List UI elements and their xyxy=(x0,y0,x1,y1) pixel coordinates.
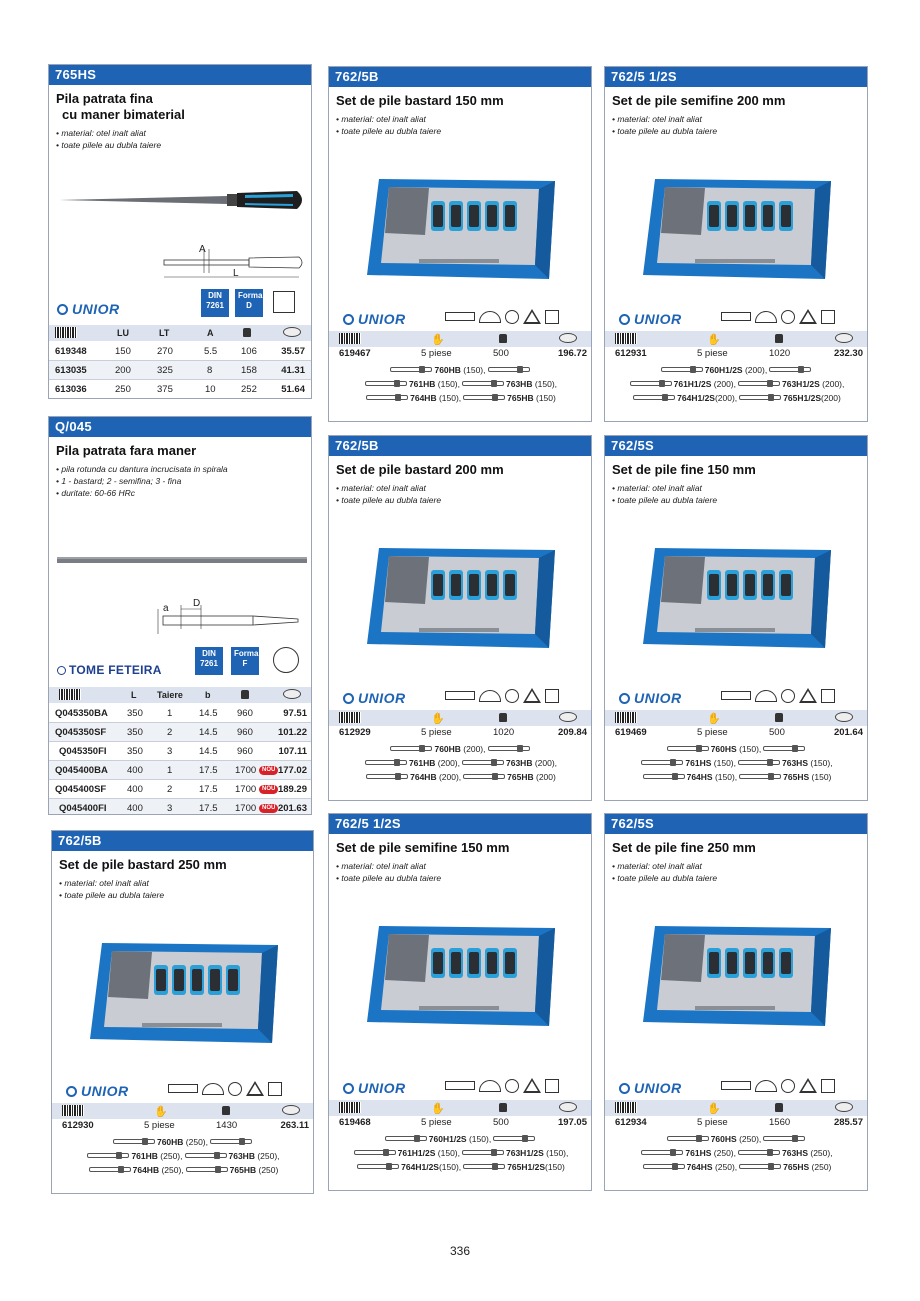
col-a: A xyxy=(207,328,214,338)
file-icon xyxy=(113,1139,155,1144)
article-row xyxy=(605,345,867,362)
din-badge: DIN 7261 xyxy=(195,647,223,675)
barcode-icon xyxy=(59,689,81,700)
file-icon xyxy=(641,760,683,765)
hand-icon: ✋ xyxy=(154,1105,168,1118)
profile-shapes xyxy=(721,1078,835,1093)
product-code: 762/5 1/2S xyxy=(605,67,867,87)
article-row xyxy=(329,724,591,741)
unior-logo: UNIOR xyxy=(57,301,120,317)
square-profile-icon xyxy=(273,291,295,313)
table-row: 613035 200 325 8 158 41.31 xyxy=(49,361,311,380)
pieces: 5 piese xyxy=(421,727,452,738)
composition-line: 761HS (250), 763HS (250), xyxy=(605,1146,867,1160)
product-title: Set de pile semifine 150 mm xyxy=(336,840,510,855)
product-title: Set de pile bastard 250 mm xyxy=(59,857,227,872)
file-set-box-image xyxy=(359,922,559,1032)
price: 197.05 xyxy=(557,1117,587,1128)
barcode-icon xyxy=(615,333,637,344)
file-icon xyxy=(643,1164,685,1169)
triangle-profile-icon xyxy=(799,688,817,703)
pieces: 5 piese xyxy=(697,727,728,738)
profile-shapes xyxy=(445,688,559,703)
table-row: 619348 150 270 5.5 106 35.57 xyxy=(49,342,311,361)
file-set-box-image xyxy=(635,544,835,654)
barcode-icon xyxy=(339,333,361,344)
half-round-profile-icon xyxy=(479,690,501,702)
set-card xyxy=(328,66,592,422)
weight-icon xyxy=(775,713,783,722)
unior-mark-icon xyxy=(619,1083,630,1094)
weight-icon xyxy=(243,328,251,337)
unior-logo: UNIOR xyxy=(619,690,682,706)
product-features: • material: otel inalt aliat • toate pilele au dubla taiere xyxy=(612,114,718,136)
col-taiere: Taiere xyxy=(157,690,183,700)
barcode-icon xyxy=(62,1105,84,1116)
product-code: 762/5S xyxy=(605,814,867,834)
set-image xyxy=(82,939,282,1054)
product-title: Pila patrata fara maner xyxy=(56,443,197,458)
product-title: Pila patrata fina cu maner bimaterial xyxy=(56,91,185,122)
composition-line: 760HB (200), xyxy=(329,742,591,756)
set-card xyxy=(51,830,314,1194)
file-icon xyxy=(633,395,675,400)
table-row: Q045350FI 350 3 14.5 960 107.11 xyxy=(49,742,311,761)
file-icon xyxy=(87,1153,129,1158)
file-icon xyxy=(739,774,781,779)
package-icon xyxy=(835,712,853,722)
barcode-icon xyxy=(615,1102,637,1113)
product-features: • material: otel inalt aliat • toate pilele au dubla taiere xyxy=(612,861,718,883)
file-icon xyxy=(763,1136,805,1141)
article-code: 619469 xyxy=(615,727,647,738)
set-composition xyxy=(605,363,867,405)
set-composition xyxy=(329,1132,591,1174)
product-card-q045 xyxy=(48,416,312,815)
file-icon xyxy=(186,1167,228,1172)
weight: 500 xyxy=(769,727,785,738)
table-row: Q045350BA 350 1 14.5 960 97.51 xyxy=(49,704,311,723)
file-icon xyxy=(641,1150,683,1155)
product-title: Set de pile semifine 200 mm xyxy=(612,93,786,108)
dimension-a-label: A xyxy=(199,244,206,255)
hand-icon: ✋ xyxy=(707,333,721,346)
composition-line: 761H1/2S (200), 763H1/2S (200), xyxy=(605,377,867,391)
round-profile-icon xyxy=(505,1079,519,1093)
file-icon xyxy=(365,760,407,765)
file-icon xyxy=(463,774,505,779)
square-profile-icon xyxy=(821,1079,835,1093)
file-icon xyxy=(390,746,432,751)
half-round-profile-icon xyxy=(755,1080,777,1092)
article-row xyxy=(52,1117,313,1134)
hand-icon: ✋ xyxy=(431,1102,445,1115)
file-set-box-image xyxy=(359,175,559,285)
round-profile-icon xyxy=(781,1079,795,1093)
profile-shapes xyxy=(721,688,835,703)
product-features: • material: otel inalt aliat • toate pilele au dubla taiere xyxy=(612,483,718,505)
article-code: 612934 xyxy=(615,1117,647,1128)
file-icon xyxy=(488,367,530,372)
set-image xyxy=(635,922,835,1037)
file-set-box-image xyxy=(82,939,282,1049)
profile-shapes xyxy=(445,1078,559,1093)
product-code: 762/5S xyxy=(605,436,867,456)
file-set-box-image xyxy=(635,175,835,285)
file-icon xyxy=(357,1164,399,1169)
square-profile-icon xyxy=(268,1082,282,1096)
table-row: Q045400SF 400 2 17.5 1700 NOU 189.29 xyxy=(49,780,311,799)
half-round-profile-icon xyxy=(479,311,501,323)
new-badge: NOU xyxy=(259,766,278,775)
file-icon xyxy=(463,395,505,400)
pieces: 5 piese xyxy=(697,348,728,359)
product-features: • material: otel inalt aliat • toate pilele au dubla taiere xyxy=(56,128,162,150)
round-profile-icon xyxy=(273,647,299,673)
forma-badge: Forma D xyxy=(235,289,263,317)
product-title: Set de pile bastard 200 mm xyxy=(336,462,504,477)
square-profile-icon xyxy=(821,689,835,703)
page-number: 336 xyxy=(449,1244,471,1258)
file-icon xyxy=(462,381,504,386)
pieces: 5 piese xyxy=(421,348,452,359)
composition-line: 760HB (250), xyxy=(52,1135,313,1149)
composition-line: 764HS (150), 765HS (150) xyxy=(605,770,867,784)
round-profile-icon xyxy=(781,310,795,324)
barcode-icon xyxy=(339,1102,361,1113)
unior-mark-icon xyxy=(57,304,68,315)
article-code: 612929 xyxy=(339,727,371,738)
product-title: Set de pile fine 150 mm xyxy=(612,462,756,477)
weight: 500 xyxy=(493,1117,509,1128)
table-header xyxy=(49,325,311,341)
weight: 500 xyxy=(493,348,509,359)
file-icon xyxy=(488,746,530,751)
unior-mark-icon xyxy=(619,693,630,704)
price-table xyxy=(49,342,311,399)
weight-icon xyxy=(499,334,507,343)
file-icon xyxy=(739,395,781,400)
set-composition xyxy=(605,1132,867,1174)
product-code: 762/5B xyxy=(329,436,591,456)
file-icon xyxy=(366,774,408,779)
unior-logo: UNIOR xyxy=(619,1080,682,1096)
dimension-d-label: D xyxy=(193,598,201,609)
triangle-profile-icon xyxy=(246,1081,264,1096)
flat-profile-icon xyxy=(445,691,475,700)
barcode-icon xyxy=(339,712,361,723)
price: 201.64 xyxy=(833,727,863,738)
composition-line: 761HS (150), 763HS (150), xyxy=(605,756,867,770)
set-image xyxy=(635,544,835,659)
set-image xyxy=(635,175,835,290)
weight: 1020 xyxy=(769,348,791,359)
weight-icon xyxy=(499,1103,507,1112)
file-icon xyxy=(630,381,672,386)
table-row: Q045400FI 400 3 17.5 1700 NOU 201.63 xyxy=(49,799,311,815)
article-row xyxy=(605,724,867,741)
unior-logo: UNIOR xyxy=(66,1083,129,1099)
half-round-profile-icon xyxy=(479,1080,501,1092)
price: 209.84 xyxy=(557,727,587,738)
set-image xyxy=(359,175,559,290)
triangle-profile-icon xyxy=(523,1078,541,1093)
file-icon xyxy=(354,1150,396,1155)
composition-line: 761HB (200), 763HB (200), xyxy=(329,756,591,770)
set-card xyxy=(604,813,868,1191)
composition-line: 764HB (150), 765HB (150) xyxy=(329,391,591,405)
file-icon xyxy=(738,1150,780,1155)
dimension-drawing xyxy=(153,599,303,639)
product-title: Set de pile fine 250 mm xyxy=(612,840,756,855)
flat-profile-icon xyxy=(445,312,475,321)
composition-line: 764HB (200), 765HB (200) xyxy=(329,770,591,784)
composition-line: 761HB (250), 763HB (250), xyxy=(52,1149,313,1163)
pieces: 5 piese xyxy=(421,1117,452,1128)
profile-shapes xyxy=(445,309,559,324)
profile-shapes xyxy=(721,309,835,324)
file-icon xyxy=(365,381,407,386)
file-icon xyxy=(763,746,805,751)
set-composition xyxy=(329,742,591,784)
round-profile-icon xyxy=(781,689,795,703)
product-features: • pila rotunda cu dantura incrucisata in spirala • 1 - bastard; 2 - semifina; 3 - fina • duritate: 60-66 HRc xyxy=(56,464,228,498)
square-profile-icon xyxy=(821,310,835,324)
table-header xyxy=(49,687,311,703)
tome-feteira-mark-icon xyxy=(57,666,66,675)
half-round-profile-icon xyxy=(202,1083,224,1095)
dimension-l-label: L xyxy=(233,268,239,279)
weight: 1020 xyxy=(493,727,515,738)
unior-mark-icon xyxy=(343,314,354,325)
half-round-profile-icon xyxy=(755,690,777,702)
flat-profile-icon xyxy=(168,1084,198,1093)
file-product-image xyxy=(55,552,309,568)
weight-icon xyxy=(775,334,783,343)
weight-icon xyxy=(241,690,249,699)
file-icon xyxy=(667,746,709,751)
weight-icon xyxy=(499,713,507,722)
price: 263.11 xyxy=(280,1120,309,1131)
flat-profile-icon xyxy=(721,312,751,321)
price: 196.72 xyxy=(557,348,587,359)
product-features: • material: otel inalt aliat • toate pilele au dubla taiere xyxy=(336,861,442,883)
file-icon xyxy=(462,760,504,765)
product-features: • material: otel inalt aliat • toate pilele au dubla taiere xyxy=(336,483,442,505)
unior-logo: UNIOR xyxy=(343,690,406,706)
col-lu: LU xyxy=(117,328,129,338)
triangle-profile-icon xyxy=(523,309,541,324)
din-badge: DIN 7261 xyxy=(201,289,229,317)
product-card-765hs xyxy=(48,64,312,399)
composition-line: 760HS (150), xyxy=(605,742,867,756)
table-row: 613036 250 375 10 252 51.64 xyxy=(49,380,311,399)
composition-line: 761HB (150), 763HB (150), xyxy=(329,377,591,391)
forma-badge: Forma F xyxy=(231,647,259,675)
file-icon xyxy=(385,1136,427,1141)
product-features: • material: otel inalt aliat • toate pilele au dubla taiere xyxy=(59,878,165,900)
product-features: • material: otel inalt aliat • toate pilele au dubla taiere xyxy=(336,114,442,136)
package-icon xyxy=(283,327,301,337)
article-row xyxy=(605,1114,867,1131)
hand-icon: ✋ xyxy=(707,712,721,725)
package-icon xyxy=(559,712,577,722)
barcode-icon xyxy=(55,327,77,338)
product-code: 762/5B xyxy=(329,67,591,87)
file-icon xyxy=(643,774,685,779)
article-code: 619467 xyxy=(339,348,371,359)
round-profile-icon xyxy=(505,310,519,324)
square-profile-icon xyxy=(545,310,559,324)
col-l: L xyxy=(131,690,137,700)
package-icon xyxy=(283,689,301,699)
article-code: 612930 xyxy=(62,1120,94,1131)
flat-profile-icon xyxy=(721,1081,751,1090)
file-icon xyxy=(210,1139,252,1144)
file-icon xyxy=(739,1164,781,1169)
file-icon xyxy=(738,760,780,765)
product-code: 765HS xyxy=(49,65,311,85)
pieces: 5 piese xyxy=(697,1117,728,1128)
file-icon xyxy=(185,1153,227,1158)
unior-mark-icon xyxy=(66,1086,77,1097)
file-product-image xyxy=(57,185,307,215)
hand-icon: ✋ xyxy=(431,712,445,725)
file-icon xyxy=(366,395,408,400)
file-icon xyxy=(667,1136,709,1141)
round-profile-icon xyxy=(228,1082,242,1096)
product-code: 762/5 1/2S xyxy=(329,814,591,834)
product-code: 762/5B xyxy=(52,831,313,851)
article-row xyxy=(329,1114,591,1131)
file-icon xyxy=(462,1150,504,1155)
package-icon xyxy=(559,333,577,343)
file-set-box-image xyxy=(635,922,835,1032)
file-icon xyxy=(493,1136,535,1141)
unior-mark-icon xyxy=(343,693,354,704)
triangle-profile-icon xyxy=(523,688,541,703)
unior-logo: UNIOR xyxy=(343,311,406,327)
file-icon xyxy=(769,367,811,372)
file-icon xyxy=(661,367,703,372)
set-card xyxy=(328,813,592,1191)
weight-icon xyxy=(222,1106,230,1115)
unior-mark-icon xyxy=(343,1083,354,1094)
article-row xyxy=(329,345,591,362)
unior-mark-icon xyxy=(619,314,630,325)
file-set-box-image xyxy=(359,544,559,654)
composition-line: 764HB (250), 765HB (250) xyxy=(52,1163,313,1177)
weight: 1560 xyxy=(769,1117,791,1128)
composition-line: 764H1/2S(200), 765H1/2S(200) xyxy=(605,391,867,405)
composition-line: 761H1/2S (150), 763H1/2S (150), xyxy=(329,1146,591,1160)
new-badge: NOU xyxy=(259,785,278,794)
pieces: 5 piese xyxy=(144,1120,175,1131)
product-title: Set de pile bastard 150 mm xyxy=(336,93,504,108)
round-profile-icon xyxy=(505,689,519,703)
set-image xyxy=(359,922,559,1037)
set-image xyxy=(359,544,559,659)
set-card xyxy=(604,435,868,801)
unior-logo: UNIOR xyxy=(343,1080,406,1096)
composition-line: 764HS (250), 765HS (250) xyxy=(605,1160,867,1174)
article-code: 612931 xyxy=(615,348,647,359)
file-icon xyxy=(738,381,780,386)
price: 285.57 xyxy=(833,1117,863,1128)
package-icon xyxy=(282,1105,300,1115)
set-composition xyxy=(52,1135,313,1177)
col-lt: LT xyxy=(159,328,170,338)
hand-icon: ✋ xyxy=(431,333,445,346)
set-composition xyxy=(329,363,591,405)
triangle-profile-icon xyxy=(799,1078,817,1093)
package-icon xyxy=(835,333,853,343)
file-icon xyxy=(463,1164,505,1169)
file-icon xyxy=(89,1167,131,1172)
flat-profile-icon xyxy=(721,691,751,700)
package-icon xyxy=(559,1102,577,1112)
hand-icon: ✋ xyxy=(707,1102,721,1115)
set-card xyxy=(328,435,592,801)
article-code: 619468 xyxy=(339,1117,371,1128)
square-profile-icon xyxy=(545,689,559,703)
triangle-profile-icon xyxy=(799,309,817,324)
set-composition xyxy=(605,742,867,784)
barcode-icon xyxy=(615,712,637,723)
price: 232.30 xyxy=(833,348,863,359)
composition-line: 760HS (250), xyxy=(605,1132,867,1146)
product-code: Q/045 xyxy=(49,417,311,437)
composition-line: 760H1/2S (150), xyxy=(329,1132,591,1146)
half-round-profile-icon xyxy=(755,311,777,323)
composition-line: 760HB (150), xyxy=(329,363,591,377)
weight-icon xyxy=(775,1103,783,1112)
table-row: Q045350SF 350 2 14.5 960 101.22 xyxy=(49,723,311,742)
composition-line: 764H1/2S(150), 765H1/2S(150) xyxy=(329,1160,591,1174)
profile-shapes xyxy=(168,1081,282,1096)
new-badge: NOU xyxy=(259,804,278,813)
col-b: b xyxy=(205,690,211,700)
price-table xyxy=(49,704,311,815)
set-card xyxy=(604,66,868,422)
square-profile-icon xyxy=(545,1079,559,1093)
file-icon xyxy=(390,367,432,372)
unior-logo: UNIOR xyxy=(619,311,682,327)
table-row: Q045400BA 400 1 17.5 1700 NOU 177.02 xyxy=(49,761,311,780)
tome-feteira-logo: TOME FETEIRA xyxy=(57,663,162,677)
weight: 1430 xyxy=(216,1120,238,1131)
package-icon xyxy=(835,1102,853,1112)
composition-line: 760H1/2S (200), xyxy=(605,363,867,377)
flat-profile-icon xyxy=(445,1081,475,1090)
dimension-a-label: a xyxy=(163,603,169,614)
